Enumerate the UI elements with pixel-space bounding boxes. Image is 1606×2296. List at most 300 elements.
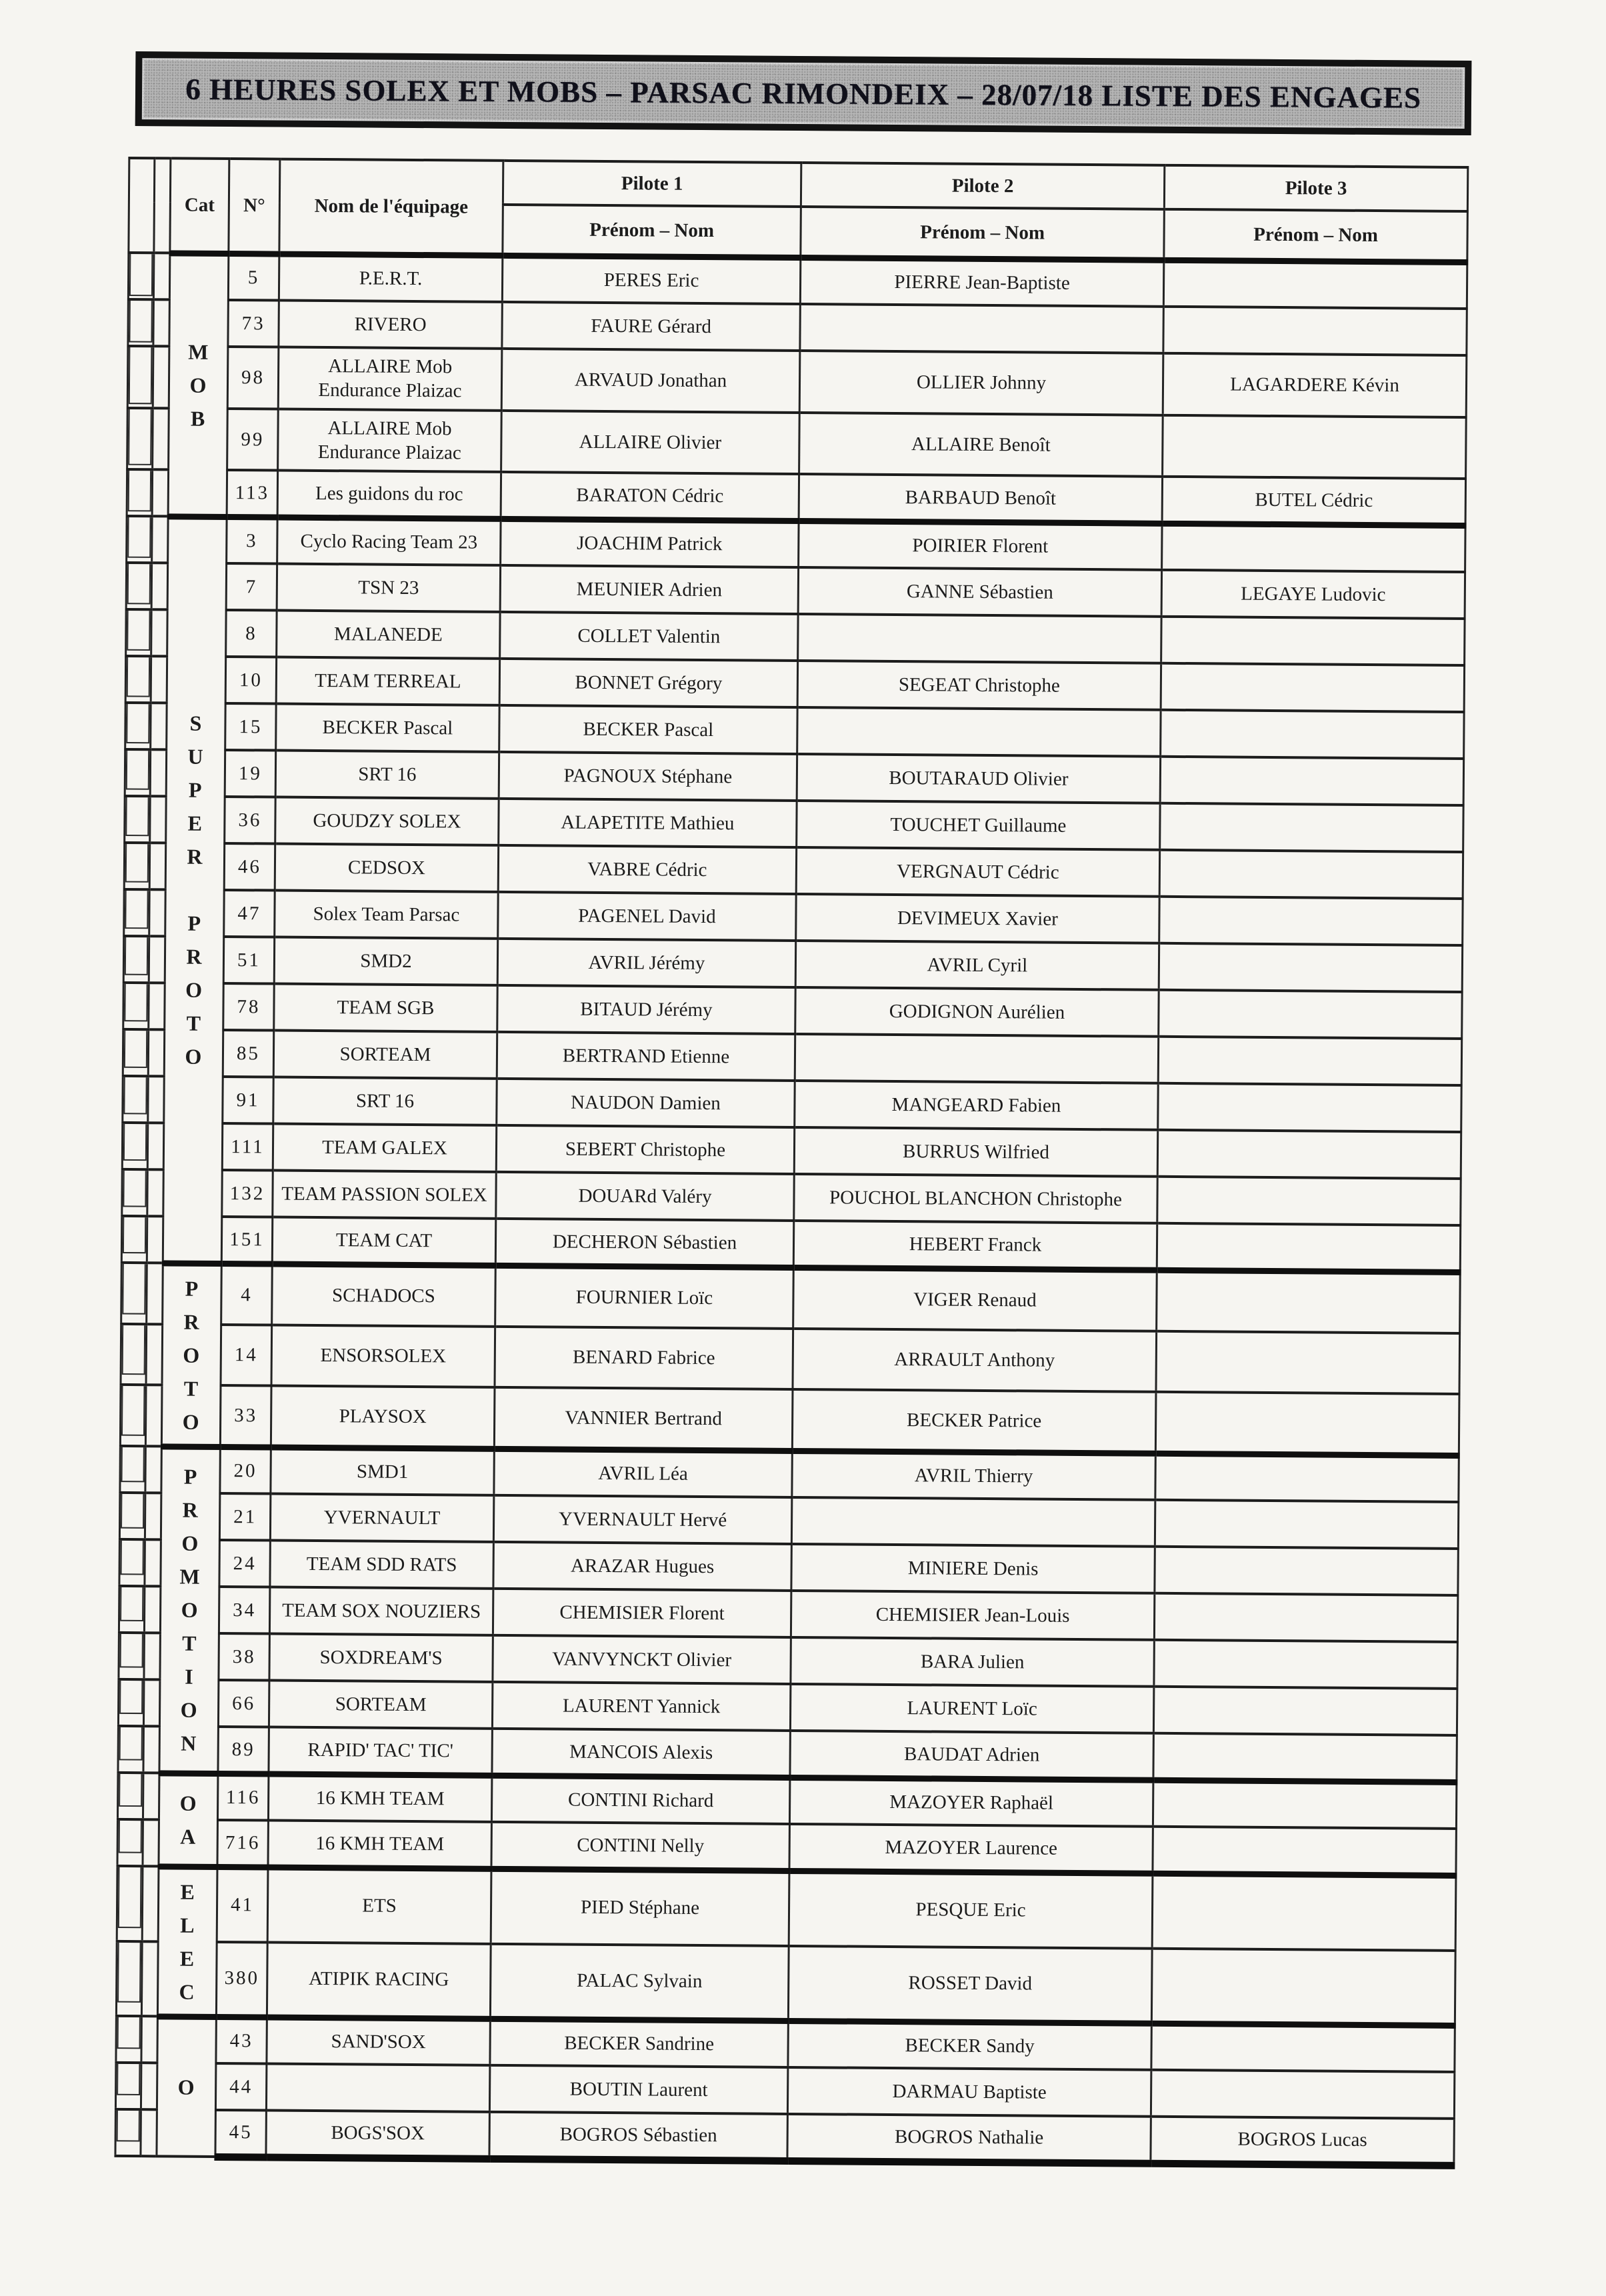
pilot1-name: BENARD Fabrice [495,1327,793,1390]
margin-tick-cell [124,843,149,889]
pilot1-name: BERTRAND Etienne [497,1032,795,1081]
team-name: SAND'SOX [267,2017,490,2065]
margin-tick-box [120,1633,143,1668]
gap-cell [151,609,167,656]
row-number: 24 [219,1540,270,1587]
pilot2-name: CHEMISIER Jean-Louis [791,1591,1154,1640]
row-number: 44 [215,2063,266,2111]
row-number: 8 [226,610,277,657]
gap-cell [143,1819,159,1866]
team-name: SCHADOCS [272,1264,496,1327]
pilot1-name: VANNIER Bertrand [494,1387,793,1451]
table-header [129,158,1468,262]
pilot2-name [791,1497,1155,1547]
margin-tick-box [121,1446,145,1482]
header-num: N° [229,159,280,254]
pilot2-name [798,614,1161,663]
gap-cell [152,469,168,516]
margin-tick-cell [117,1773,143,1819]
gap-cell [150,749,166,796]
gap-cell [149,936,165,983]
row-number: 132 [222,1170,273,1217]
pilot2-name: VIGER Renaud [793,1267,1157,1331]
pilot2-name: ARRAULT Anthony [793,1329,1157,1392]
pilot1-name: LAURENT Yannick [492,1682,790,1731]
margin-tick-box [127,609,150,651]
pilot2-name: MAZOYER Laurence [789,1824,1153,1873]
margin-tick-cell [122,1169,147,1216]
header-pilote1: Pilote 1 [503,161,801,207]
pilot3-name [1156,1331,1460,1394]
row-number: 98 [227,347,279,409]
team-name: SORTEAM [273,1031,497,1079]
pilot1-name: AVRIL Jérémy [497,939,795,987]
gap-cell [147,1263,163,1324]
gap-cell [148,1029,164,1076]
pilot2-name: BOUTARAUD Olivier [797,754,1160,803]
category-label-super-proto [163,516,227,1263]
pilot2-name: VERGNAUT Cédric [796,847,1159,897]
pilot3-name [1153,1733,1457,1782]
margin-tick-cell [120,1385,146,1446]
table-row [116,1941,1455,2025]
team-name: TEAM TERREAL [276,657,499,705]
margin-tick-cell [118,1726,143,1773]
pilot3-name [1154,1640,1457,1689]
category-vertical-text: P R O T O [182,1276,201,1434]
pilot2-name: ALLAIRE Benoît [799,413,1163,477]
pilot1-name: MANCOIS Alexis [492,1729,790,1777]
team-name: TEAM CAT [272,1217,495,1265]
row-number: 19 [225,750,275,797]
pilot2-name: AVRIL Thierry [792,1451,1155,1500]
title-banner [135,51,1472,135]
pilot1-name: JOACHIM Patrick [501,519,799,567]
category-label-promotion [159,1446,220,1773]
gap-cell [152,516,168,563]
row-number: 7 [226,563,277,611]
margin-tick-box [125,936,148,975]
team-name [266,2063,489,2111]
gap-cell [148,1076,164,1123]
pilot1-name: BECKER Sandrine [490,2019,788,2067]
margin-tick-box [125,796,149,836]
pilot1-name: BOUTIN Laurent [489,2065,787,2114]
row-number: 14 [221,1325,272,1386]
pilot1-name: BARATON Cédric [501,472,799,521]
margin-tick-box [120,1586,143,1621]
category-vertical-text: P R O M O T I O N [179,1464,201,1755]
row-number: 99 [227,409,279,471]
pilot1-name: PAGNOUX Stéphane [499,752,797,801]
header-prenom-nom-2: Prénom – Nom [801,207,1165,260]
pilot3-name [1159,990,1462,1039]
margin-tick-box [127,516,151,558]
table-body [115,253,1467,2165]
row-number: 10 [225,657,276,704]
margin-tick-box [122,1263,146,1314]
pilot3-name [1151,2023,1455,2072]
gap-cell [141,1941,158,2017]
margin-tick-box [125,889,148,929]
pilot3-name: LEGAYE Ludovic [1161,570,1465,619]
margin-tick-cell [123,1076,148,1123]
pilot2-name: MANGEARD Fabien [795,1081,1158,1130]
gap-cell [143,1773,159,1819]
pilot3-name [1161,663,1464,712]
team-name: ETS [267,1867,491,1943]
team-name: ENSORSOLEX [271,1325,495,1387]
pilot3-name [1158,1037,1461,1085]
margin-tick-box [126,703,149,743]
pilot1-name: BECKER Pascal [499,705,797,754]
table-row [127,346,1467,417]
margin-tick-box [128,469,151,511]
pilot3-name [1153,1780,1456,1829]
pilot2-name: GODIGNON Aurélien [795,987,1159,1037]
pilot2-name: TOUCHET Guillaume [797,801,1160,850]
margin-tick-cell [123,983,149,1029]
margin-tick-box [129,253,153,296]
pilot2-name [800,304,1163,353]
pilot2-name: HEBERT Franck [793,1221,1157,1270]
team-name: TEAM SOX NOUZIERS [269,1587,493,1635]
gap-cell [153,299,169,346]
pilot1-name: DOUARd Valéry [496,1172,794,1221]
pilot3-name [1151,1948,1455,2025]
margin-tick-cell [127,346,153,408]
gap-cell [144,1586,160,1633]
page-title: 6 HEURES SOLEX ET MOBS – PARSAC RIMONDEIX – 28/07/18 LISTE DES ENGAGES [185,72,1422,115]
gap-cell [141,2109,157,2156]
header-prenom-nom-3: Prénom – Nom [1164,209,1468,262]
row-number: 45 [215,2110,266,2157]
category-vertical-text: O A [179,1791,197,1849]
gap-cell [147,1216,163,1263]
gap-cell [145,1446,161,1493]
pilot3-name [1155,1500,1458,1549]
pilot3-name: BUTEL Cédric [1162,477,1465,525]
margin-tick-cell [125,656,151,703]
margin-tick-box [117,2016,141,2049]
pilot1-name: ALLAIRE Olivier [501,410,800,474]
row-number: 78 [223,983,274,1031]
pilot1-name: CONTINI Richard [491,1775,789,1824]
pilot2-name [795,1034,1158,1083]
margin-tick-cell [121,1263,147,1324]
category-label-elec [157,1866,217,2017]
team-name: TEAM PASSION SOLEX [273,1171,496,1219]
row-number: 51 [223,937,274,984]
pilot1-name: PAGENEL David [498,892,796,941]
team-name: SRT 16 [273,1077,497,1125]
team-name: 16 KMH TEAM [268,1773,491,1821]
margin-tick-cell [121,1216,147,1263]
pilot2-name: GANNE Sébastien [798,567,1161,617]
pilot3-name [1163,415,1467,479]
row-number: 380 [216,1941,267,2017]
margin-tick-box [119,1819,142,1853]
margin-tick-box [123,1076,147,1115]
margin-tick-box [124,1029,147,1068]
pilot1-name: BONNET Grégory [499,659,797,707]
pilot2-name: PESQUE Eric [789,1871,1153,1948]
pilot3-name [1159,897,1463,945]
margin-tick-box [121,1385,145,1436]
team-name: SRT 16 [275,751,499,799]
row-number: 41 [217,1867,268,1942]
row-number: 113 [227,470,277,517]
header-row-1 [129,158,1467,211]
category-vertical-text: O [177,2075,195,2099]
margin-tick-cell [126,563,151,609]
margin-tick-box [121,1493,144,1529]
pilot3-name [1153,1687,1457,1735]
pilot1-name: CONTINI Nelly [491,1822,789,1871]
row-number: 36 [225,797,275,844]
row-number: 38 [219,1633,269,1681]
pilot3-name [1161,710,1464,759]
margin-tick-box [119,1773,142,1807]
pilot3-name [1155,1547,1458,1595]
margin-tick-cell [125,796,150,843]
gap-cell [149,983,165,1029]
margin-tick-cell [128,299,153,346]
pilot2-name: DEVIMEUX Xavier [796,894,1159,943]
margin-tick-cell [122,1123,147,1169]
pilot3-name [1161,617,1465,665]
row-number: 66 [218,1680,269,1727]
pilot3-name [1155,1392,1459,1455]
row-number: 91 [223,1077,273,1124]
pilot1-name: PALAC Sylvain [490,1943,789,2021]
team-name: GOUDZY SOLEX [275,797,499,845]
table-row [117,1866,1456,1951]
pilot3-name [1162,523,1465,572]
row-number: 85 [223,1030,273,1077]
margin-tick-box [119,1726,143,1761]
pilot1-name: FOURNIER Loïc [495,1265,794,1329]
margin-tick-cell [117,1866,143,1941]
category-vertical-text: S U P E R P R O T O [185,711,204,1069]
pilot3-name [1160,803,1463,852]
team-name: ATIPIK RACING [267,1942,491,2019]
team-name: SMD2 [274,937,497,985]
margin-tick-box [117,2109,140,2142]
pilot2-name: BECKER Patrice [792,1389,1156,1453]
gap-cell [145,1385,162,1447]
team-name: SOXDREAM'S [269,1634,493,1682]
margin-tick-cell [123,936,149,983]
team-name: TEAM GALEX [273,1124,496,1172]
pilot3-name [1157,1223,1460,1272]
margin-tick-cell [125,749,150,796]
gap-cell [145,1493,161,1539]
margin-tick-cell [119,1539,145,1586]
category-label-o [157,2016,216,2157]
team-name: PLAYSOX [271,1386,495,1449]
row-number: 21 [219,1493,270,1541]
pilot2-name: SEGEAT Christophe [797,661,1161,710]
header-pilote3: Pilote 3 [1164,165,1467,211]
pilot2-name: MINIERE Denis [791,1544,1155,1593]
pilot1-name: BITAUD Jérémy [497,985,795,1034]
pilot1-name: NAUDON Damien [497,1079,795,1127]
pilot2-name: BECKER Sandy [788,2021,1151,2070]
team-name: CEDSOX [275,844,498,892]
margin-tick-cell [127,516,152,563]
gap-cell [149,889,165,936]
team-name: SMD1 [271,1447,494,1495]
gap-cell [142,1866,159,1941]
pilot3-name [1163,307,1467,355]
margin-tick-cell [119,1493,145,1539]
pilot1-name: PERES Eric [502,255,800,304]
table-row [121,1263,1461,1333]
margin-tick-box [128,407,152,465]
category-label-proto [161,1263,221,1447]
team-name: Les guidons du roc [277,471,501,519]
margin-tick-cell [119,1633,144,1679]
margin-tick-box [117,1941,141,2002]
category-label-mob [168,253,229,517]
team-name: YVERNAULT [270,1494,493,1542]
header-pilote2: Pilote 2 [801,163,1164,209]
team-name: TEAM SGB [274,984,497,1032]
row-number: 20 [220,1447,271,1494]
team-name: RAPID' TAC' TIC' [269,1727,492,1775]
pilot1-name: YVERNAULT Hervé [493,1495,791,1544]
row-number: 73 [228,300,279,347]
team-name: P.E.R.T. [279,254,502,302]
pilot2-name: BAUDAT Adrien [790,1731,1153,1780]
pilot2-name: BOGROS Nathalie [787,2114,1151,2163]
pilot2-name [797,707,1161,757]
row-number: 116 [217,1773,268,1821]
pilot1-name: ARVAUD Jonathan [501,349,800,413]
margin-tick-cell [118,1679,143,1726]
team-name: TSN 23 [277,564,500,612]
margin-tick-box [119,1679,143,1714]
margin-tick-cell [117,1819,143,1866]
gap-cell [146,1324,163,1385]
entry-list-table [114,157,1469,2169]
team-name: Solex Team Parsac [275,891,498,939]
gap-cell [151,656,167,703]
gap-cell [143,1679,159,1726]
team-name: 16 KMH TEAM [268,1820,491,1868]
margin-tick-cell [126,609,151,656]
pilot1-name: MEUNIER Adrien [500,565,798,614]
pilot3-name [1153,1827,1456,1875]
team-name: SORTEAM [269,1681,492,1729]
header-team: Nom de l'équipage [279,159,503,255]
margin-tick-cell [115,2063,141,2109]
row-number: 34 [219,1587,269,1634]
margin-tick-box [121,1539,144,1575]
table-row [121,1324,1460,1395]
gap-cell [149,843,165,889]
gap-cell [143,1726,159,1773]
team-name: Cyclo Racing Team 23 [277,517,501,565]
row-number: 47 [224,890,275,937]
pilot3-name [1159,850,1463,899]
pilot3-name [1152,1873,1456,1951]
row-number: 3 [227,517,277,564]
margin-tick-cell [119,1586,144,1633]
category-vertical-text: E L E C [179,1879,196,2004]
pilot2-name: PIERRE Jean-Baptiste [800,257,1163,307]
margin-tick-box [124,983,147,1021]
pilot2-name: BURRUS Wilfried [794,1127,1157,1177]
table-row [127,407,1467,479]
margin-tick-cell [116,2016,141,2063]
margin-tick-box [117,2063,140,2095]
team-name: ALLAIRE Mob Endurance Plaizac [278,409,502,472]
gap-cell [147,1169,163,1216]
gap-cell [144,1633,160,1679]
pilot3-name [1151,2070,1454,2119]
margin-tick-box [129,346,153,404]
row-number: 15 [225,703,276,751]
margin-tick-cell [128,253,153,299]
team-name: BOGS'SOX [266,2110,489,2158]
row-number: 33 [220,1385,271,1447]
pilot2-name: AVRIL Cyril [795,941,1159,990]
pilot1-name: FAURE Gérard [502,302,800,351]
pilot1-name: PIED Stéphane [491,1869,789,1946]
margin-tick-box [123,1169,146,1207]
row-number: 151 [221,1217,272,1264]
team-name: MALANEDE [277,611,500,659]
pilot1-name: VABRE Cédric [498,845,796,894]
pilot3-name [1154,1593,1457,1642]
team-name: RIVERO [279,301,502,349]
margin-tick-cell [115,2109,141,2156]
gap-cell [151,703,167,749]
margin-tick-box [123,1123,147,1161]
margin-tick-cell [127,469,152,516]
pilot3-name [1157,1177,1461,1225]
row-number: 5 [228,253,279,301]
pilot2-name: POIRIER Florent [799,521,1162,570]
margin-tick-cell [127,407,153,469]
gap-cell [145,1539,161,1586]
pilot1-name: ALAPETITE Mathieu [499,799,797,847]
pilot2-name: MAZOYER Raphaël [789,1777,1153,1827]
category-vertical-text: M O B [188,339,209,431]
gap-cell [150,796,166,843]
margin-tick-box [127,656,150,697]
margin-tick-box [129,299,152,343]
header-cat: Cat [170,158,229,253]
margin-tick-cell [120,1446,145,1493]
margin-tick-box [123,1216,146,1253]
team-name: TEAM SDD RATS [270,1541,493,1589]
gap-cell [141,2016,157,2063]
margin-tick-cell [121,1324,147,1385]
pilot3-name [1159,943,1462,992]
pilot1-name: VANVYNCKT Olivier [493,1635,791,1684]
header-prenom-nom-1: Prénom – Nom [503,205,801,257]
pilot3-name: LAGARDERE Kévin [1163,353,1467,417]
gap-cell [153,408,169,470]
pilot3-name [1155,1453,1459,1502]
table-row [120,1385,1459,1455]
margin-tick-box [125,843,149,883]
row-number: 716 [217,1820,268,1867]
pilot1-name: DECHERON Sébastien [495,1219,793,1267]
